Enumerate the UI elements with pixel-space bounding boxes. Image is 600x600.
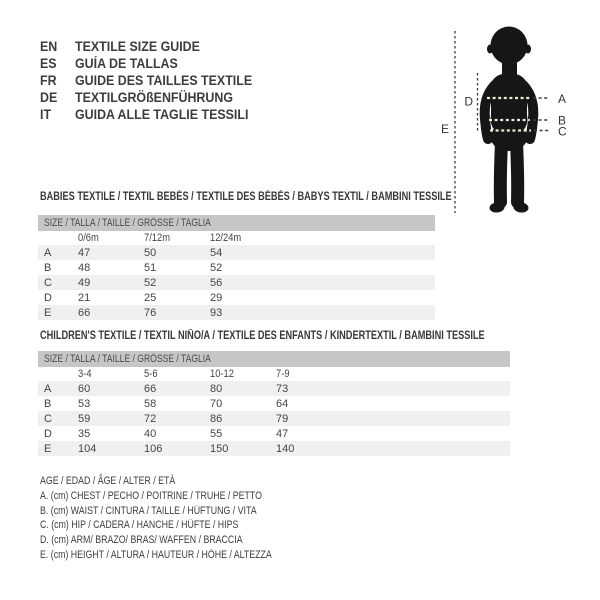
lang-code: DE	[40, 90, 58, 105]
table-cell: 49	[78, 276, 91, 289]
table-cell: 79	[276, 412, 289, 425]
children-column-header-row	[38, 367, 510, 381]
table-cell: 47	[78, 246, 91, 259]
lang-code: ES	[40, 56, 57, 71]
table-cell: 66	[78, 306, 91, 319]
table-row	[38, 305, 435, 320]
table-row	[38, 275, 435, 290]
lang-code: FR	[40, 73, 57, 88]
table-cell: 93	[210, 306, 223, 319]
table-cell: 47	[276, 427, 289, 440]
row-label: E	[44, 442, 52, 455]
child-silhouette	[485, 27, 534, 214]
babies-section-title: BABIES TEXTILE / TEXTIL BEBÉS / TEXTILE DES BÉBÉS / BABYS TEXTIL / BAMBINI TESSILE	[40, 191, 452, 203]
table-cell: 53	[78, 397, 91, 410]
column-header: 10-12	[210, 368, 234, 380]
lang-code: EN	[40, 39, 58, 54]
table-cell: 55	[210, 427, 223, 440]
lang-title: GUÍA DE TALLAS	[75, 56, 178, 71]
table-row	[38, 396, 510, 411]
label-arm-d: D	[464, 94, 473, 109]
table-cell: 72	[144, 412, 157, 425]
row-label: D	[44, 291, 52, 304]
table-cell: 25	[144, 291, 157, 304]
table-cell: 140	[276, 442, 295, 455]
legend-chest-line: A. (cm) CHEST / PECHO / POITRINE / TRUHE / PETTO	[40, 489, 262, 502]
table-cell: 80	[210, 382, 223, 395]
table-row	[38, 260, 435, 275]
row-label: A	[44, 246, 52, 259]
table-cell: 70	[210, 397, 223, 410]
row-label: C	[44, 276, 52, 289]
lang-row-it	[40, 106, 268, 123]
babies-size-table	[38, 215, 435, 320]
table-cell: 86	[210, 412, 223, 425]
table-cell: 106	[144, 442, 163, 455]
row-label: C	[44, 412, 52, 425]
row-label: B	[44, 261, 52, 274]
lang-row-es	[40, 55, 268, 72]
lang-title: TEXTILGRÖßENFÜHRUNG	[75, 90, 234, 105]
lang-code: IT	[40, 107, 52, 122]
legend-hip-line: C. (cm) HIP / CADERA / HANCHE / HÜFTE / HIPS	[40, 519, 239, 532]
row-label: D	[44, 427, 52, 440]
babies-table-header-bar: SIZE / TALLA / TAILLE / GRÖSSE / TAGLIA	[38, 215, 435, 231]
row-label: E	[44, 306, 52, 319]
table-cell: 52	[144, 276, 157, 289]
column-header: 3-4	[78, 368, 92, 380]
table-cell: 21	[78, 291, 91, 304]
label-height-e: E	[440, 122, 449, 136]
column-header: 7-9	[276, 368, 290, 380]
column-header: 12/24m	[210, 232, 242, 244]
lang-row-en	[40, 38, 268, 55]
table-row	[38, 441, 510, 456]
label-chest-a: A	[558, 92, 567, 106]
table-cell: 59	[78, 412, 91, 425]
children-section-title: CHILDREN'S TEXTILE / TEXTIL NIÑO/A / TEXTILE DES ENFANTS / KINDERTEXTIL / BAMBINI TESSILE	[40, 330, 485, 342]
lang-title: GUIDA ALLE TAGLIE TESSILI	[75, 107, 249, 122]
row-label: B	[44, 397, 52, 410]
legend-arm-line: D. (cm) ARM/ BRAZO/ BRAS/ WAFFEN / BRACCIA	[40, 534, 243, 547]
table-cell: 40	[144, 427, 157, 440]
label-hip-c: C	[558, 124, 567, 139]
table-cell: 56	[210, 276, 223, 289]
table-cell: 60	[78, 382, 91, 395]
label-waist-b: B	[558, 113, 567, 128]
table-cell: 76	[144, 306, 157, 319]
table-cell: 54	[210, 246, 223, 259]
legend-height-line: E. (cm) HEIGHT / ALTURA / HAUTEUR / HÖHE / ALTEZZA	[40, 548, 272, 561]
column-header: 5-6	[144, 368, 158, 380]
table-cell: 35	[78, 427, 91, 440]
column-header: 0/6m	[78, 232, 99, 244]
lang-title: GUIDE DES TAILLES TEXTILE	[75, 73, 253, 88]
measurement-legend	[40, 474, 330, 563]
table-cell: 52	[210, 261, 223, 274]
table-row	[38, 381, 510, 396]
table-cell: 66	[144, 382, 157, 395]
row-label: A	[44, 382, 52, 395]
table-cell: 150	[210, 442, 229, 455]
table-cell: 48	[78, 261, 91, 274]
table-row	[38, 426, 510, 441]
table-row	[38, 411, 510, 426]
table-cell: 50	[144, 246, 157, 259]
column-header: 7/12m	[144, 232, 170, 244]
lang-row-de	[40, 89, 268, 106]
children-table-header-bar: SIZE / TALLA / TAILLE / GRÖSSE / TAGLIA	[38, 351, 510, 367]
table-row	[38, 290, 435, 305]
legend-age-line: AGE / EDAD / ÂGE / ALTER / ETÀ	[40, 475, 176, 487]
language-title-list	[40, 38, 268, 123]
table-cell: 104	[78, 442, 97, 455]
child-silhouette-diagram	[425, 16, 590, 216]
legend-waist-line: B. (cm) WAIST / CINTURA / TAILLE / HÜFTUNG / VITA	[40, 504, 257, 517]
table-cell: 73	[276, 382, 289, 395]
table-cell: 64	[276, 397, 289, 410]
table-cell: 51	[144, 261, 157, 274]
lang-row-fr	[40, 72, 268, 89]
table-row	[38, 245, 435, 260]
babies-column-header-row	[38, 231, 435, 245]
table-cell: 58	[144, 397, 157, 410]
lang-title: TEXTILE SIZE GUIDE	[75, 39, 200, 54]
table-cell: 29	[210, 291, 223, 304]
children-size-table	[38, 351, 510, 456]
